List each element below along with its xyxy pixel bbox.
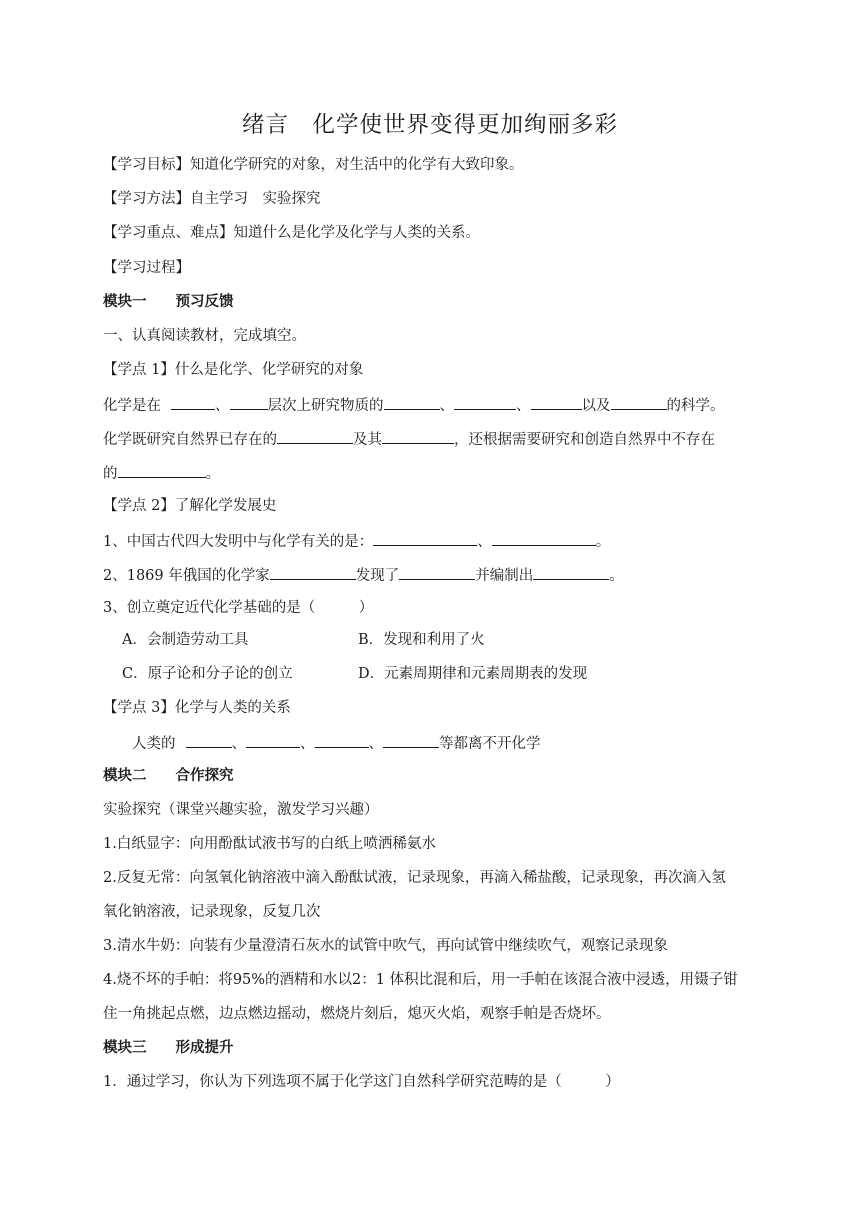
fill-blank[interactable] bbox=[454, 394, 516, 410]
experiment-4-line-1: 4.烧不坏的手帕：将95%的酒精和水以2：1 体积比混和后，用一手帕在该混合液中浸透，用镊子钳 bbox=[103, 972, 738, 988]
text-segment: 2、1869 年俄国的化学家 bbox=[103, 568, 270, 584]
module3-heading: 模块三 形成提升 bbox=[103, 1040, 234, 1056]
point2-question-1 bbox=[103, 530, 610, 552]
module1-instruction: 一、认真阅读教材，完成填空。 bbox=[103, 328, 306, 344]
experiment-4-line-2: 住一角挑起点燃，边点燃边摇动，燃烧片刻后，熄灭火焰，观察手帕是否烧坏。 bbox=[103, 1006, 611, 1022]
fill-blank[interactable] bbox=[533, 564, 609, 580]
text-segment: 、 bbox=[477, 534, 492, 550]
fill-blank[interactable] bbox=[492, 530, 596, 546]
fill-blank[interactable] bbox=[270, 564, 356, 580]
point1-fill-line-1 bbox=[103, 394, 725, 416]
text-segment: 人类的 bbox=[132, 736, 176, 752]
text-segment: 层次上研究物质的 bbox=[267, 398, 384, 414]
point3-fill-line bbox=[132, 732, 541, 754]
text-segment: 及其 bbox=[353, 432, 382, 448]
text-segment: 化学是在 bbox=[103, 398, 161, 414]
learning-process-heading: 【学习过程】 bbox=[103, 260, 190, 276]
fill-blank[interactable] bbox=[315, 732, 369, 748]
text-segment: 、 bbox=[439, 398, 454, 414]
text-segment: 。 bbox=[609, 568, 624, 584]
module2-heading: 模块二 合作探究 bbox=[103, 768, 234, 784]
text-segment: ，还根据需要研究和创造自然界中不存在 bbox=[454, 432, 715, 448]
point2-question-3: 3、创立奠定近代化学基础的是（ ） bbox=[103, 600, 374, 616]
experiment-2-line-2: 氧化钠溶液，记录现象，反复几次 bbox=[103, 904, 321, 920]
fill-blank[interactable] bbox=[383, 732, 439, 748]
fill-blank[interactable] bbox=[531, 394, 582, 410]
text-segment: 的 bbox=[103, 466, 118, 482]
learning-objectives: 【学习目标】知道化学研究的对象，对生活中的化学有大致印象。 bbox=[103, 157, 524, 173]
text-segment: 的科学。 bbox=[666, 398, 725, 414]
point1-heading: 【学点 1】什么是化学、化学研究的对象 bbox=[103, 362, 364, 378]
fill-blank[interactable] bbox=[118, 462, 206, 478]
fill-blank[interactable] bbox=[186, 732, 232, 748]
option-d: D．元素周期律和元素周期表的发现 bbox=[358, 666, 588, 682]
fill-blank[interactable] bbox=[246, 732, 300, 748]
experiment-intro: 实验探究（课堂兴趣实验，激发学习兴趣） bbox=[103, 802, 379, 818]
text-segment: 。 bbox=[595, 534, 611, 550]
text-segment: 、 bbox=[231, 736, 246, 752]
text-segment: 化学既研究自然界已存在的 bbox=[103, 432, 277, 448]
text-segment: 、 bbox=[300, 736, 315, 752]
text-segment: 发现了 bbox=[355, 568, 400, 584]
module1-heading: 模块一 预习反馈 bbox=[103, 294, 234, 310]
text-segment: 以及 bbox=[581, 398, 611, 414]
experiment-1: 1.白纸显字：向用酚酞试液书写的白纸上喷洒稀氨水 bbox=[103, 836, 436, 852]
fill-blank[interactable] bbox=[171, 394, 215, 410]
option-b: B．发现和利用了火 bbox=[358, 632, 485, 648]
experiment-2-line-1: 2.反复无常：向氢氧化钠溶液中滴入酚酞试液，记录现象，再滴入稀盐酸，记录现象，再次滴入氢 bbox=[103, 870, 726, 886]
page-title: 绪言 化学使世界变得更加绚丽多彩 bbox=[241, 112, 618, 138]
fill-blank[interactable] bbox=[384, 394, 440, 410]
text-segment: 、 bbox=[215, 398, 230, 414]
fill-blank[interactable] bbox=[230, 394, 268, 410]
learning-methods: 【学习方法】自主学习 实验探究 bbox=[103, 191, 321, 207]
text-segment: 等都离不开化学 bbox=[439, 736, 541, 752]
experiment-3: 3.清水牛奶：向装有少量澄清石灰水的试管中吹气，再向试管中继续吹气，观察记录现象 bbox=[103, 938, 668, 954]
point1-fill-line-3 bbox=[103, 462, 220, 484]
point2-heading: 【学点 2】了解化学发展史 bbox=[103, 498, 277, 514]
option-c: C．原子论和分子论的创立 bbox=[122, 666, 293, 682]
option-a: A．会制造劳动工具 bbox=[122, 632, 249, 648]
text-segment: 并编制出 bbox=[475, 568, 534, 584]
text-segment: 、 bbox=[516, 398, 531, 414]
point3-heading: 【学点 3】化学与人类的关系 bbox=[103, 700, 291, 716]
fill-blank[interactable] bbox=[277, 428, 353, 444]
fill-blank[interactable] bbox=[382, 428, 454, 444]
module3-question-1: 1．通过学习，你认为下列选项不属于化学这门自然科学研究范畴的是（ ） bbox=[103, 1074, 620, 1090]
text-segment: 、 bbox=[368, 736, 383, 752]
fill-blank[interactable] bbox=[373, 530, 477, 546]
text-segment: 。 bbox=[205, 466, 220, 482]
key-points: 【学习重点、难点】知道什么是化学及化学与人类的关系。 bbox=[103, 225, 480, 241]
fill-blank[interactable] bbox=[611, 394, 667, 410]
text-segment: 1、中国古代四大发明中与化学有关的是： bbox=[103, 534, 374, 550]
point1-fill-line-2 bbox=[103, 428, 715, 450]
fill-blank[interactable] bbox=[399, 564, 475, 580]
point2-question-2 bbox=[103, 564, 624, 586]
